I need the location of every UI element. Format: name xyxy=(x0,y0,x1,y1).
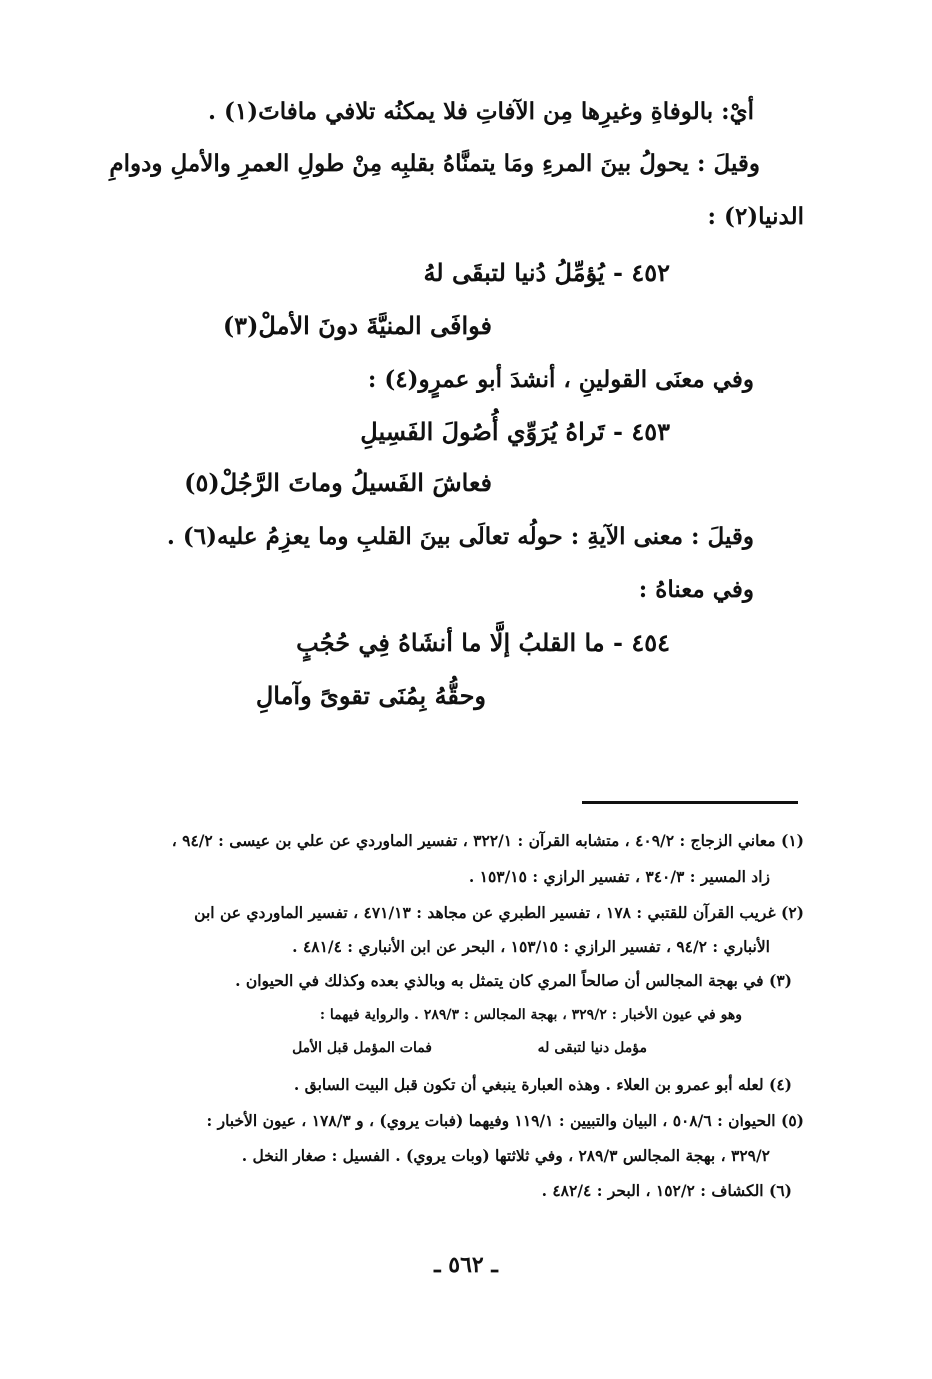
body-line-2: وقيلَ : يحولُ بينَ المرءِ ومَا يتمنَّاهُ بقلبِه مِنْ طولِ العمرِ والأملِ ودوامِ xyxy=(109,150,760,177)
footnote-1-line-2: زاد المسير : ٣٤٠/٣ ، تفسير الرازي : ١٥٣/١٥ . xyxy=(468,867,770,886)
body-line-in-its-meaning: وفي معناهُ : xyxy=(638,576,754,603)
body-line-poetry-intro: وفي معنَى القولينِ ، أنشدَ أبو عمرٍو(٤) : xyxy=(367,366,754,393)
footnote-2-line-1: (٢) غريب القرآن للقتبي : ١٧٨ ، تفسير الطبري عن مجاهد : ٤٧١/١٣ ، تفسير الماوردي عن ابن xyxy=(194,903,804,922)
footnote-3-line-2: وهو في عيون الأخبار : ٣٢٩/٢ ، بهجة المجالس : ٢٨٩/٣ . والرواية فيهما : xyxy=(319,1007,742,1023)
footnote-2-line-2: الأنباري : ٩٤/٢ ، تفسير الرازي : ١٥٣/١٥ ، البحر عن ابن الأنباري : ٤٨١/٤ . xyxy=(292,937,770,956)
verse-452-first-hemistich: ٤٥٢ - يُؤمِّلُ دُنيا لتبقَى لهُ xyxy=(423,258,670,287)
verse-453-second-hemistich: فعاشَ الفَسيلُ وماتَ الرَّجُلْ(٥) xyxy=(184,468,492,497)
footnote-1-line-1: (١) معاني الزجاج : ٤٠٩/٢ ، متشابه القرآن : ٣٢٢/١ ، تفسير الماوردي عن علي بن عيسى : ٩٤/٢ ، xyxy=(171,831,804,850)
footnote-separator xyxy=(582,801,798,804)
footnote-3-verse-right: مؤمل دنيا لتبقى له xyxy=(537,1040,647,1056)
footnote-5-line-2: ٣٢٩/٢ ، بهجة المجالس ٢٨٩/٣ ، وفي ثلاثتها (وبات يروي) . الفسيل : صغار النخل . xyxy=(241,1146,770,1165)
verse-454-first-hemistich: ٤٥٤ - ما القلبُ إلَّا ما أنشَاهُ فِي حُجُبٍ xyxy=(296,628,670,657)
footnote-4: (٤) لعله أبو عمرو بن العلاء . وهذه العبارة ينبغي أن تكون قبل البيت السابق . xyxy=(293,1075,792,1094)
footnote-5-line-1: (٥) الحيوان : ٥٠٨/٦ ، البيان والتبيين : ١١٩/١ وفيهما (فبات يروي) ، و ١٧٨/٣ ، عيون الأخبار : xyxy=(206,1111,804,1130)
body-line-3: الدنيا(٢) : xyxy=(707,203,804,230)
verse-453-first-hemistich: ٤٥٣ - تَراهُ يُرَوِّي أُصُولَ الفَسِيلِ xyxy=(360,417,670,446)
body-line-1: أيْ: بالوفاةِ وغيرِها مِن الآفاتِ فلا يمكنُه تلافي مافاتَ(١) . xyxy=(208,98,754,125)
footnote-6: (٦) الكشاف : ١٥٢/٢ ، البحر : ٤٨٢/٤ . xyxy=(541,1181,792,1200)
body-line-verse-meaning: وقيلَ : معنى الآيةِ : حولُه تعالَى بينَ القلبِ وما يعزِمُ عليه(٦) . xyxy=(166,523,754,550)
footnote-3-verse-left: فمات المؤمل قبل الأمل xyxy=(292,1040,432,1056)
footnote-3-line-1: (٣) في بهجة المجالس أن صالحاً المري كان يتمثل به وبالذي بعده وكذلك في الحيوان . xyxy=(235,971,792,990)
verse-454-second-hemistich: وحقُّهُ بِمُنَى تقوىً وآمالِ xyxy=(255,681,486,710)
page-number: ـ ٥٦٢ ـ xyxy=(434,1252,498,1278)
verse-452-second-hemistich: فوافَى المنيَّةَ دونَ الأملْ(٣) xyxy=(222,311,492,340)
